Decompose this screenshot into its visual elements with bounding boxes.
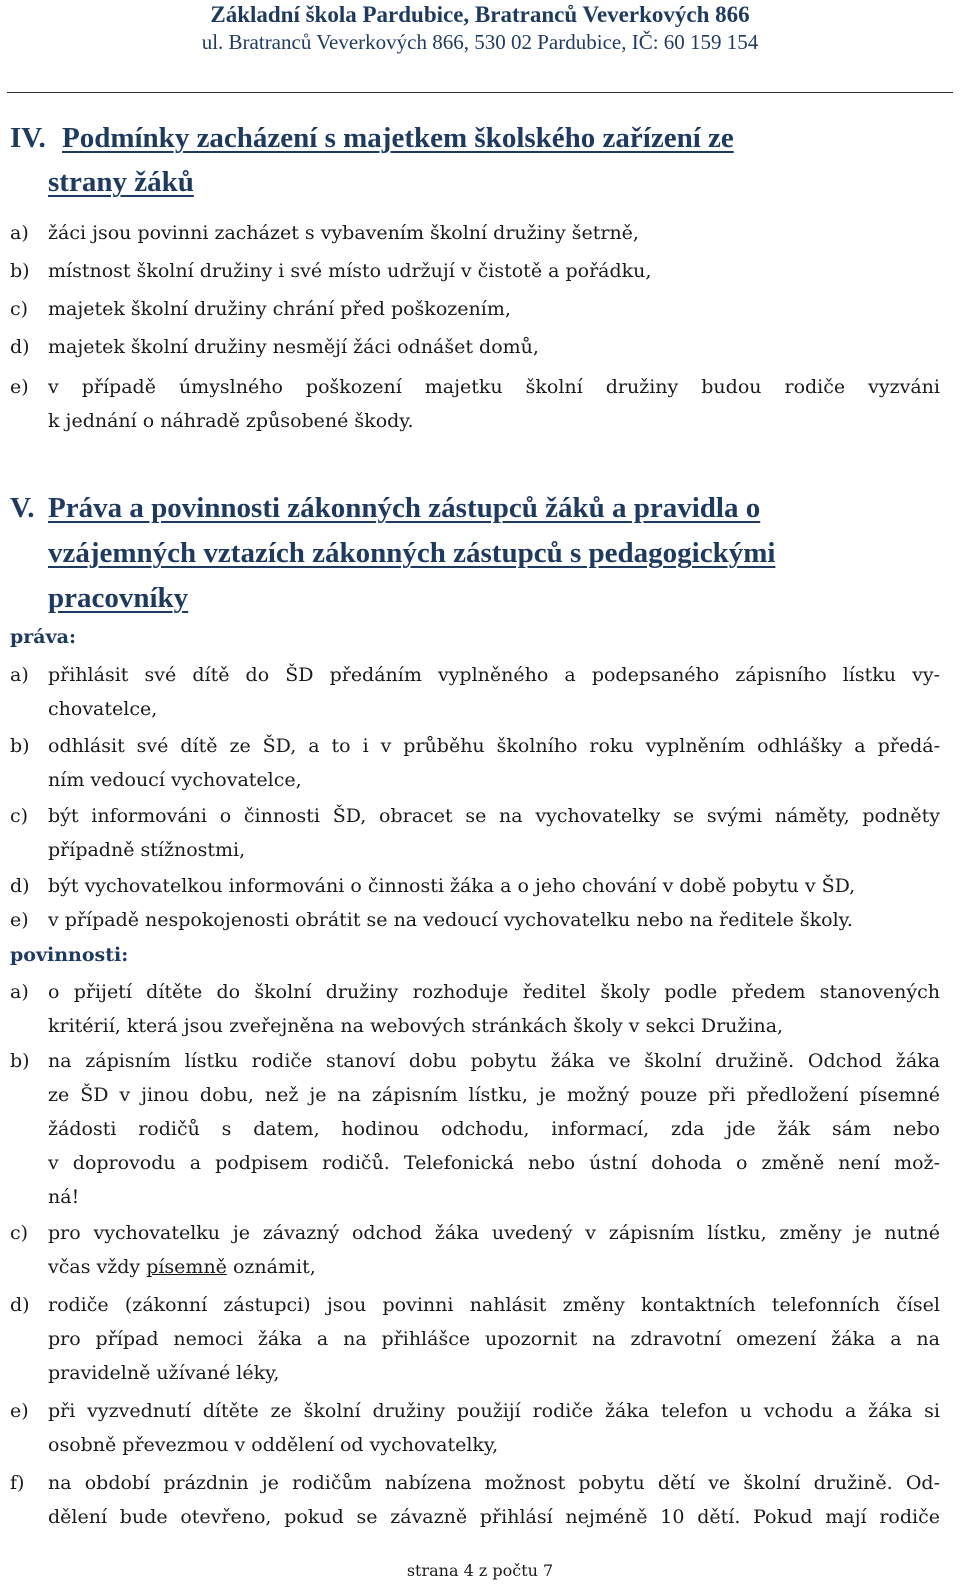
duty-d-text-2: pro případ nemoci žáka a na přihlášce upozornit na zdravotní omezení žáka a na: [48, 1328, 940, 1350]
section-4-number: IV.: [10, 122, 46, 154]
duty-a-text-2: kritérií, která jsou zveřejněna na webových stránkách školy v sekci Družina,: [48, 1015, 784, 1037]
underlined-word: písemně: [146, 1256, 227, 1278]
duty-a-label: a): [10, 981, 29, 1003]
right-b-text-1: odhlásit své dítě ze ŠD, a to i v průběhu školního roku vyplněním odhlášky a předá-: [48, 735, 940, 757]
rights-subheading: práva:: [10, 626, 76, 648]
duty-b-text-4: v doprovodu a podpisem rodičů. Telefonická nebo ústní dohoda o změně není mož-: [48, 1152, 940, 1174]
section-4-title-line1: Podmínky zacházení s majetkem školského zařízení ze: [62, 122, 734, 154]
s4-item-b-label: b): [10, 260, 30, 282]
right-c-text-1: být informováni o činnosti ŠD, obracet se na vychovatelky se svými náměty, podněty: [48, 805, 940, 827]
header-divider: [7, 92, 953, 93]
duty-b-text-3: žádosti rodičů s datem, hodinou odchodu, informací, zda jde žák sám nebo: [48, 1118, 940, 1140]
s4-item-e-text-1: v případě úmyslného poškození majetku školní družiny budou rodiče vyzváni: [48, 376, 940, 398]
duties-subheading: povinnosti:: [10, 944, 129, 966]
duty-c-label: c): [10, 1222, 29, 1244]
duty-e-text-1: při vyzvednutí dítěte ze školní družiny použijí rodiče žáka telefon u vchodu a žáka si: [48, 1400, 940, 1422]
duty-f-label: f): [10, 1472, 25, 1494]
right-a-text-1: přihlásit své dítě do ŠD předáním vyplněného a podepsaného zápisního lístku vy-: [48, 664, 940, 686]
duty-e-label: e): [10, 1400, 29, 1422]
duty-d-text-1: rodiče (zákonní zástupci) jsou povinni nahlásit změny kontaktních telefonních čísel: [48, 1294, 940, 1316]
s4-item-c-label: c): [10, 298, 29, 320]
right-e-label: e): [10, 909, 29, 931]
s4-item-a-label: a): [10, 222, 29, 244]
right-a-text-2: chovatelce,: [48, 698, 158, 720]
s4-item-e-label: e): [10, 376, 29, 398]
school-address-header: ul. Bratranců Veverkových 866, 530 02 Pardubice, IČ: 60 159 154: [201, 30, 759, 54]
right-b-label: b): [10, 735, 30, 757]
school-name-header: Základní škola Pardubice, Bratranců Veverkových 866: [210, 2, 750, 27]
duty-b-text-2: ze ŠD v jinou dobu, než je na zápisním lístku, je možný pouze při předložení písemné: [48, 1084, 940, 1106]
s4-item-b-text: místnost školní družiny i své místo udržují v čistotě a pořádku,: [48, 260, 652, 282]
duty-b-label: b): [10, 1050, 30, 1072]
duty-d-label: d): [10, 1294, 30, 1316]
s4-item-d-text: majetek školní družiny nesmějí žáci odnášet domů,: [48, 336, 539, 358]
right-d-label: d): [10, 875, 30, 897]
section-5-title-line3: pracovníky: [48, 582, 189, 614]
duty-c-text-2: včas vždy písemně oznámit,: [48, 1256, 316, 1278]
duty-a-text-1: o přijetí dítěte do školní družiny rozhoduje ředitel školy podle předem stanovených: [48, 981, 940, 1003]
page-number-footer: strana 4 z počtu 7: [406, 1561, 554, 1580]
right-c-label: c): [10, 805, 29, 827]
duty-f-text-2: dělení bude otevřeno, pokud se závazně přihlásí nejméně 10 dětí. Pokud mají rodiče: [48, 1506, 940, 1528]
right-e-text: v případě nespokojenosti obrátit se na vedoucí vychovatelku nebo na ředitele školy.: [48, 909, 853, 931]
right-d-text: být vychovatelkou informováni o činnosti žáka a o jeho chování v době pobytu v ŠD,: [48, 875, 856, 897]
duty-f-text-1: na období prázdnin je rodičům nabízena možnost pobytu dětí ve školní družině. Od-: [48, 1472, 940, 1494]
section-5-title-line2: vzájemných vztazích zákonných zástupců s pedagogickými: [48, 537, 776, 569]
duty-e-text-2: osobně převezmou v oddělení od vychovatelky,: [48, 1434, 499, 1456]
s4-item-e-text-2: k jednání o náhradě způsobené škody.: [48, 410, 414, 432]
duty-b-text-5: ná!: [48, 1186, 80, 1208]
s4-item-a-text: žáci jsou povinni zacházet s vybavením školní družiny šetrně,: [48, 222, 639, 244]
s4-item-d-label: d): [10, 336, 30, 358]
s4-item-c-text: majetek školní družiny chrání před poškozením,: [48, 298, 511, 320]
duty-b-text-1: na zápisním lístku rodiče stanoví dobu pobytu žáka ve školní družině. Odchod žáka: [48, 1050, 940, 1072]
right-a-label: a): [10, 664, 29, 686]
section-5-title-line1: Práva a povinnosti zákonných zástupců žáků a pravidla o: [48, 492, 761, 524]
section-5-number: V.: [10, 492, 35, 524]
duty-d-text-3: pravidelně užívané léky,: [48, 1362, 280, 1384]
right-c-text-2: případně stížnostmi,: [48, 839, 246, 861]
right-b-text-2: ním vedoucí vychovatelce,: [48, 769, 302, 791]
section-4-title-line2: strany žáků: [48, 166, 194, 198]
duty-c-text-1: pro vychovatelku je závazný odchod žáka uvedený v zápisním lístku, změny je nutné: [48, 1222, 940, 1244]
